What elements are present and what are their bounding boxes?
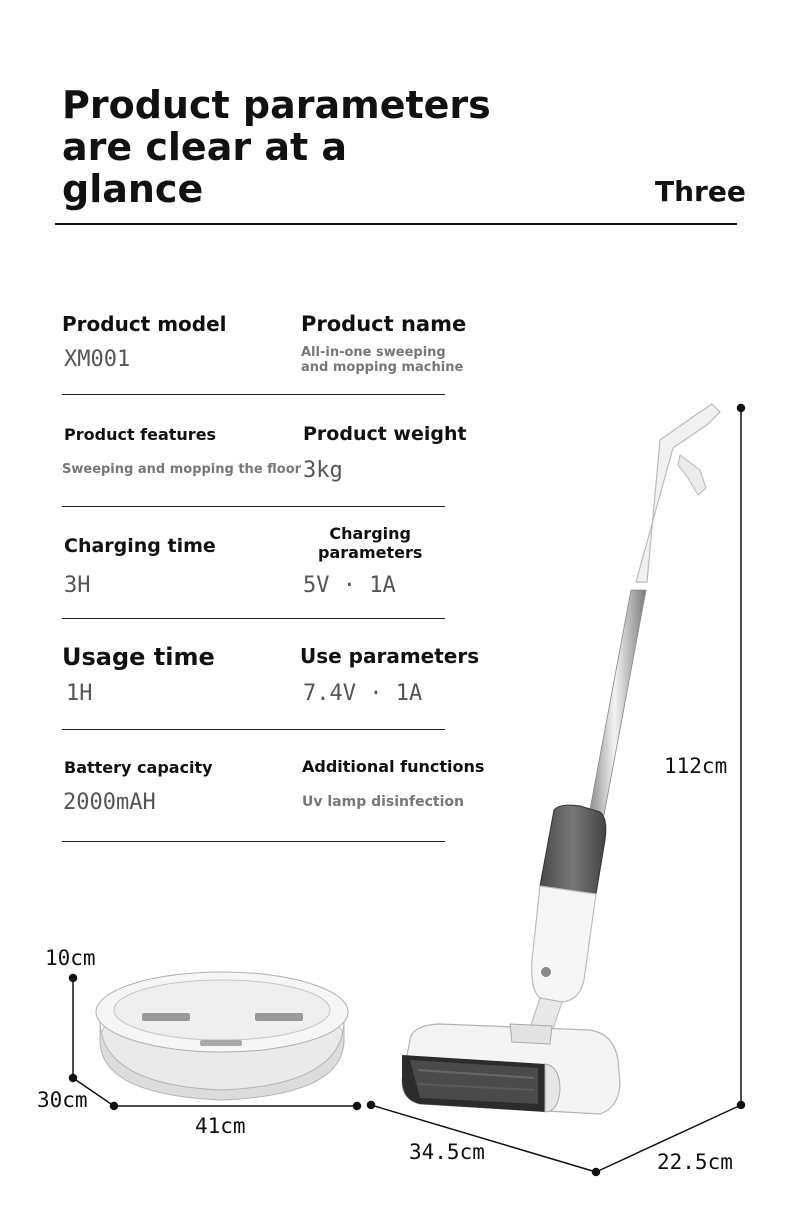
charging-base-image bbox=[96, 972, 348, 1100]
title-line-1: Product parameters bbox=[62, 83, 491, 127]
mop-width-label: 22.5cm bbox=[657, 1150, 733, 1174]
mop-height-label: 112cm bbox=[664, 754, 728, 778]
base-height-label: 10cm bbox=[45, 946, 96, 970]
product-features-label: Product features bbox=[64, 425, 217, 444]
battery-capacity-value: 2000mAH bbox=[63, 790, 156, 815]
charging-parameters-value: 5V · 1A bbox=[303, 573, 396, 598]
section-number-label: Three bbox=[655, 175, 746, 208]
product-features-value: Sweeping and mopping the floor bbox=[62, 462, 302, 477]
usage-time-value: 1H bbox=[66, 681, 93, 706]
usage-time-label: Usage time bbox=[62, 643, 215, 671]
base-width-label: 41cm bbox=[195, 1114, 246, 1138]
charging-time-value: 3H bbox=[64, 573, 91, 598]
mop-length-label: 34.5cm bbox=[409, 1140, 485, 1164]
product-name-value-line-2: and mopping machine bbox=[301, 360, 464, 375]
charging-parameters-label-line-2: parameters bbox=[318, 543, 423, 562]
additional-functions-value: Uv lamp disinfection bbox=[302, 794, 464, 810]
product-name-value-line-1: All-in-one sweeping bbox=[301, 345, 446, 360]
use-parameters-label: Use parameters bbox=[300, 644, 480, 668]
product-weight-value: 3kg bbox=[303, 458, 343, 483]
product-model-label: Product model bbox=[62, 312, 227, 336]
product-weight-label: Product weight bbox=[303, 423, 467, 445]
use-parameters-value: 7.4V · 1A bbox=[303, 681, 423, 706]
product-model-value: XM001 bbox=[64, 347, 131, 372]
title-line-2: are clear at a bbox=[62, 125, 347, 169]
additional-functions-label: Additional functions bbox=[302, 757, 485, 776]
product-name-label: Product name bbox=[301, 312, 467, 336]
battery-capacity-label: Battery capacity bbox=[64, 758, 213, 777]
charging-time-label: Charging time bbox=[64, 535, 216, 557]
charging-parameters-label-line-1: Charging bbox=[329, 524, 411, 543]
base-depth-label: 30cm bbox=[37, 1088, 88, 1112]
title-line-3: glance bbox=[62, 167, 204, 211]
